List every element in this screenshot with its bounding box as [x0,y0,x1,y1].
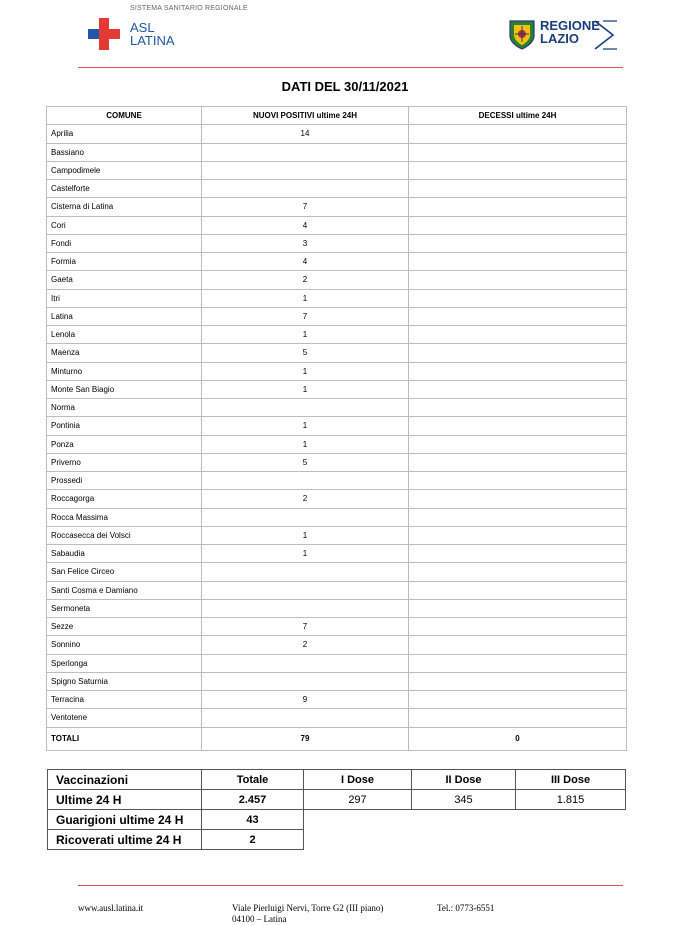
header-comune: COMUNE [47,107,202,125]
positivi-cell: 2 [202,636,409,654]
table-row [47,216,627,234]
positivi-cell: 5 [202,344,409,362]
table-row [47,344,627,362]
website-link[interactable]: www.ausl.latina.it [78,903,144,913]
positivi-cell: 4 [202,216,409,234]
decessi-cell [409,599,627,617]
positivi-cell: 1 [202,289,409,307]
table-row [47,636,627,654]
guarigioni-value: 43 [202,810,304,830]
decessi-cell [409,709,627,727]
decessi-cell [409,253,627,271]
positivi-cell: 1 [202,326,409,344]
table-row [47,234,627,252]
totals-label: TOTALI [47,727,202,750]
comune-cell: Sezze [47,618,202,636]
comune-cell: Gaeta [47,271,202,289]
comune-cell: Ponza [47,435,202,453]
vaccination-header-row [48,770,626,790]
comune-cell: Lenola [47,326,202,344]
totals-row [47,727,627,750]
comune-cell: Roccasecca dei Volsci [47,526,202,544]
decessi-cell [409,581,627,599]
comune-cell: Cisterna di Latina [47,198,202,216]
comune-cell: Sperlonga [47,654,202,672]
header-ii-dose: II Dose [412,770,516,790]
positivi-cell: 1 [202,526,409,544]
decessi-cell [409,563,627,581]
comune-cell: Monte San Biagio [47,380,202,398]
footer-divider [78,885,623,886]
decessi-cell [409,234,627,252]
table-row [47,526,627,544]
decessi-cell [409,636,627,654]
lazio-emblem-icon [508,18,536,50]
lazio-chevron-icon [573,19,619,51]
decessi-cell [409,526,627,544]
asl-subtitle: SISTEMA SANITARIO REGIONALE [130,5,248,12]
comune-cell: Castelforte [47,180,202,198]
asl-line1: ASL [130,20,155,35]
positivi-cell: 1 [202,417,409,435]
comune-cell: Spigno Saturnia [47,672,202,690]
table-row [47,508,627,526]
table-row [47,417,627,435]
table-row [47,253,627,271]
guarigioni-row [48,810,626,830]
positivi-cell [202,399,409,417]
comune-cell: Itri [47,289,202,307]
address-line1: Viale Pierluigi Nervi, Torre G2 (III piano) [232,903,384,913]
table-row [47,289,627,307]
positivi-cell: 1 [202,435,409,453]
positivi-cell [202,508,409,526]
decessi-cell [409,198,627,216]
region-line1: REGIONE [540,18,600,33]
table-row [47,180,627,198]
decessi-cell [409,545,627,563]
decessi-cell [409,672,627,690]
positivi-cell: 9 [202,691,409,709]
table-row [47,563,627,581]
positivi-cell: 1 [202,380,409,398]
value-i-dose: 297 [304,790,412,810]
positivi-cell [202,709,409,727]
decessi-cell [409,271,627,289]
table-row [47,581,627,599]
comune-cell: Terracina [47,691,202,709]
comune-cell: Maenza [47,344,202,362]
positivi-cell: 1 [202,545,409,563]
ricoverati-label: Ricoverati ultime 24 H [48,830,202,850]
positivi-cell: 3 [202,234,409,252]
table-row [47,599,627,617]
header-nuovi-positivi: NUOVI POSITIVI ultime 24H [202,107,409,125]
value-iii-dose: 1.815 [516,790,626,810]
vaccination-sub-label: Ultime 24 H [48,790,202,810]
header-totale: Totale [202,770,304,790]
table-row [47,618,627,636]
decessi-cell [409,508,627,526]
positivi-cell: 14 [202,125,409,143]
table-row [47,362,627,380]
totals-positivi: 79 [202,727,409,750]
comune-cell: Norma [47,399,202,417]
positivi-cell [202,672,409,690]
comune-cell: Sonnino [47,636,202,654]
decessi-cell [409,161,627,179]
decessi-cell [409,362,627,380]
ricoverati-row [48,830,626,850]
decessi-cell [409,453,627,471]
decessi-cell [409,380,627,398]
vaccination-values-row [48,790,626,810]
decessi-cell [409,143,627,161]
table-row [47,654,627,672]
decessi-cell [409,326,627,344]
table-row [47,691,627,709]
positivi-cell: 7 [202,307,409,325]
decessi-cell [409,344,627,362]
totals-decessi: 0 [409,727,627,750]
comune-cell: Latina [47,307,202,325]
ricoverati-value: 2 [202,830,304,850]
comune-cell: Pontinia [47,417,202,435]
header-i-dose: I Dose [304,770,412,790]
comuni-table [46,106,627,751]
positivi-cell: 2 [202,271,409,289]
value-totale: 2.457 [202,790,304,810]
decessi-cell [409,417,627,435]
table-row [47,380,627,398]
table-row [47,490,627,508]
comune-cell: Aprilia [47,125,202,143]
table-row [47,709,627,727]
decessi-cell [409,472,627,490]
table-row [47,125,627,143]
table-header-row [47,107,627,125]
positivi-cell: 2 [202,490,409,508]
region-line2: LAZIO [540,31,579,46]
decessi-cell [409,125,627,143]
positivi-cell: 4 [202,253,409,271]
positivi-cell [202,563,409,581]
decessi-cell [409,307,627,325]
empty-cell [304,810,626,830]
decessi-cell [409,435,627,453]
footer-phone: Tel.: 0773-6551 [437,903,495,913]
table-row [47,161,627,179]
comune-cell: Rocca Massima [47,508,202,526]
table-row [47,143,627,161]
comune-cell: Campodimele [47,161,202,179]
footer-address [232,903,383,925]
comune-cell: Priverno [47,453,202,471]
comune-cell: Sermoneta [47,599,202,617]
comune-cell: Fondi [47,234,202,252]
positivi-cell [202,180,409,198]
decessi-cell [409,490,627,508]
positivi-cell: 1 [202,362,409,380]
positivi-cell [202,161,409,179]
comune-cell: Minturno [47,362,202,380]
page-header [0,0,690,70]
comune-cell: Ventotene [47,709,202,727]
decessi-cell [409,654,627,672]
positivi-cell [202,599,409,617]
positivi-cell [202,143,409,161]
table-row [47,271,627,289]
positivi-cell [202,654,409,672]
table-row [47,545,627,563]
empty-cell [304,830,626,850]
value-ii-dose: 345 [412,790,516,810]
comune-cell: Bassiano [47,143,202,161]
table-row [47,399,627,417]
comune-cell: Santi Cosma e Damiano [47,581,202,599]
decessi-cell [409,180,627,198]
decessi-cell [409,216,627,234]
table-row [47,672,627,690]
table-row [47,198,627,216]
comune-cell: Roccagorga [47,490,202,508]
vaccination-label: Vaccinazioni [48,770,202,790]
asl-cross-logo-icon [88,18,120,50]
header-divider [78,67,623,68]
asl-logo-text [130,21,175,47]
positivi-cell [202,581,409,599]
positivi-cell: 7 [202,618,409,636]
decessi-cell [409,399,627,417]
table-body [47,125,627,750]
comune-cell: San Felice Circeo [47,563,202,581]
decessi-cell [409,618,627,636]
positivi-cell: 5 [202,453,409,471]
guarigioni-label: Guarigioni ultime 24 H [48,810,202,830]
asl-line2: LATINA [130,33,175,48]
header-iii-dose: III Dose [516,770,626,790]
positivi-cell [202,472,409,490]
comune-cell: Formia [47,253,202,271]
comune-cell: Sabaudia [47,545,202,563]
table-row [47,307,627,325]
table-row [47,472,627,490]
table-row [47,435,627,453]
address-line2: 04100 – Latina [232,914,287,924]
positivi-cell: 7 [202,198,409,216]
header-decessi: DECESSI ultime 24H [409,107,627,125]
comune-cell: Prossedi [47,472,202,490]
comune-cell: Cori [47,216,202,234]
decessi-cell [409,289,627,307]
decessi-cell [409,691,627,709]
page-title: DATI DEL 30/11/2021 [281,79,409,94]
table-row [47,326,627,344]
vaccination-table [47,769,626,850]
table-row [47,453,627,471]
